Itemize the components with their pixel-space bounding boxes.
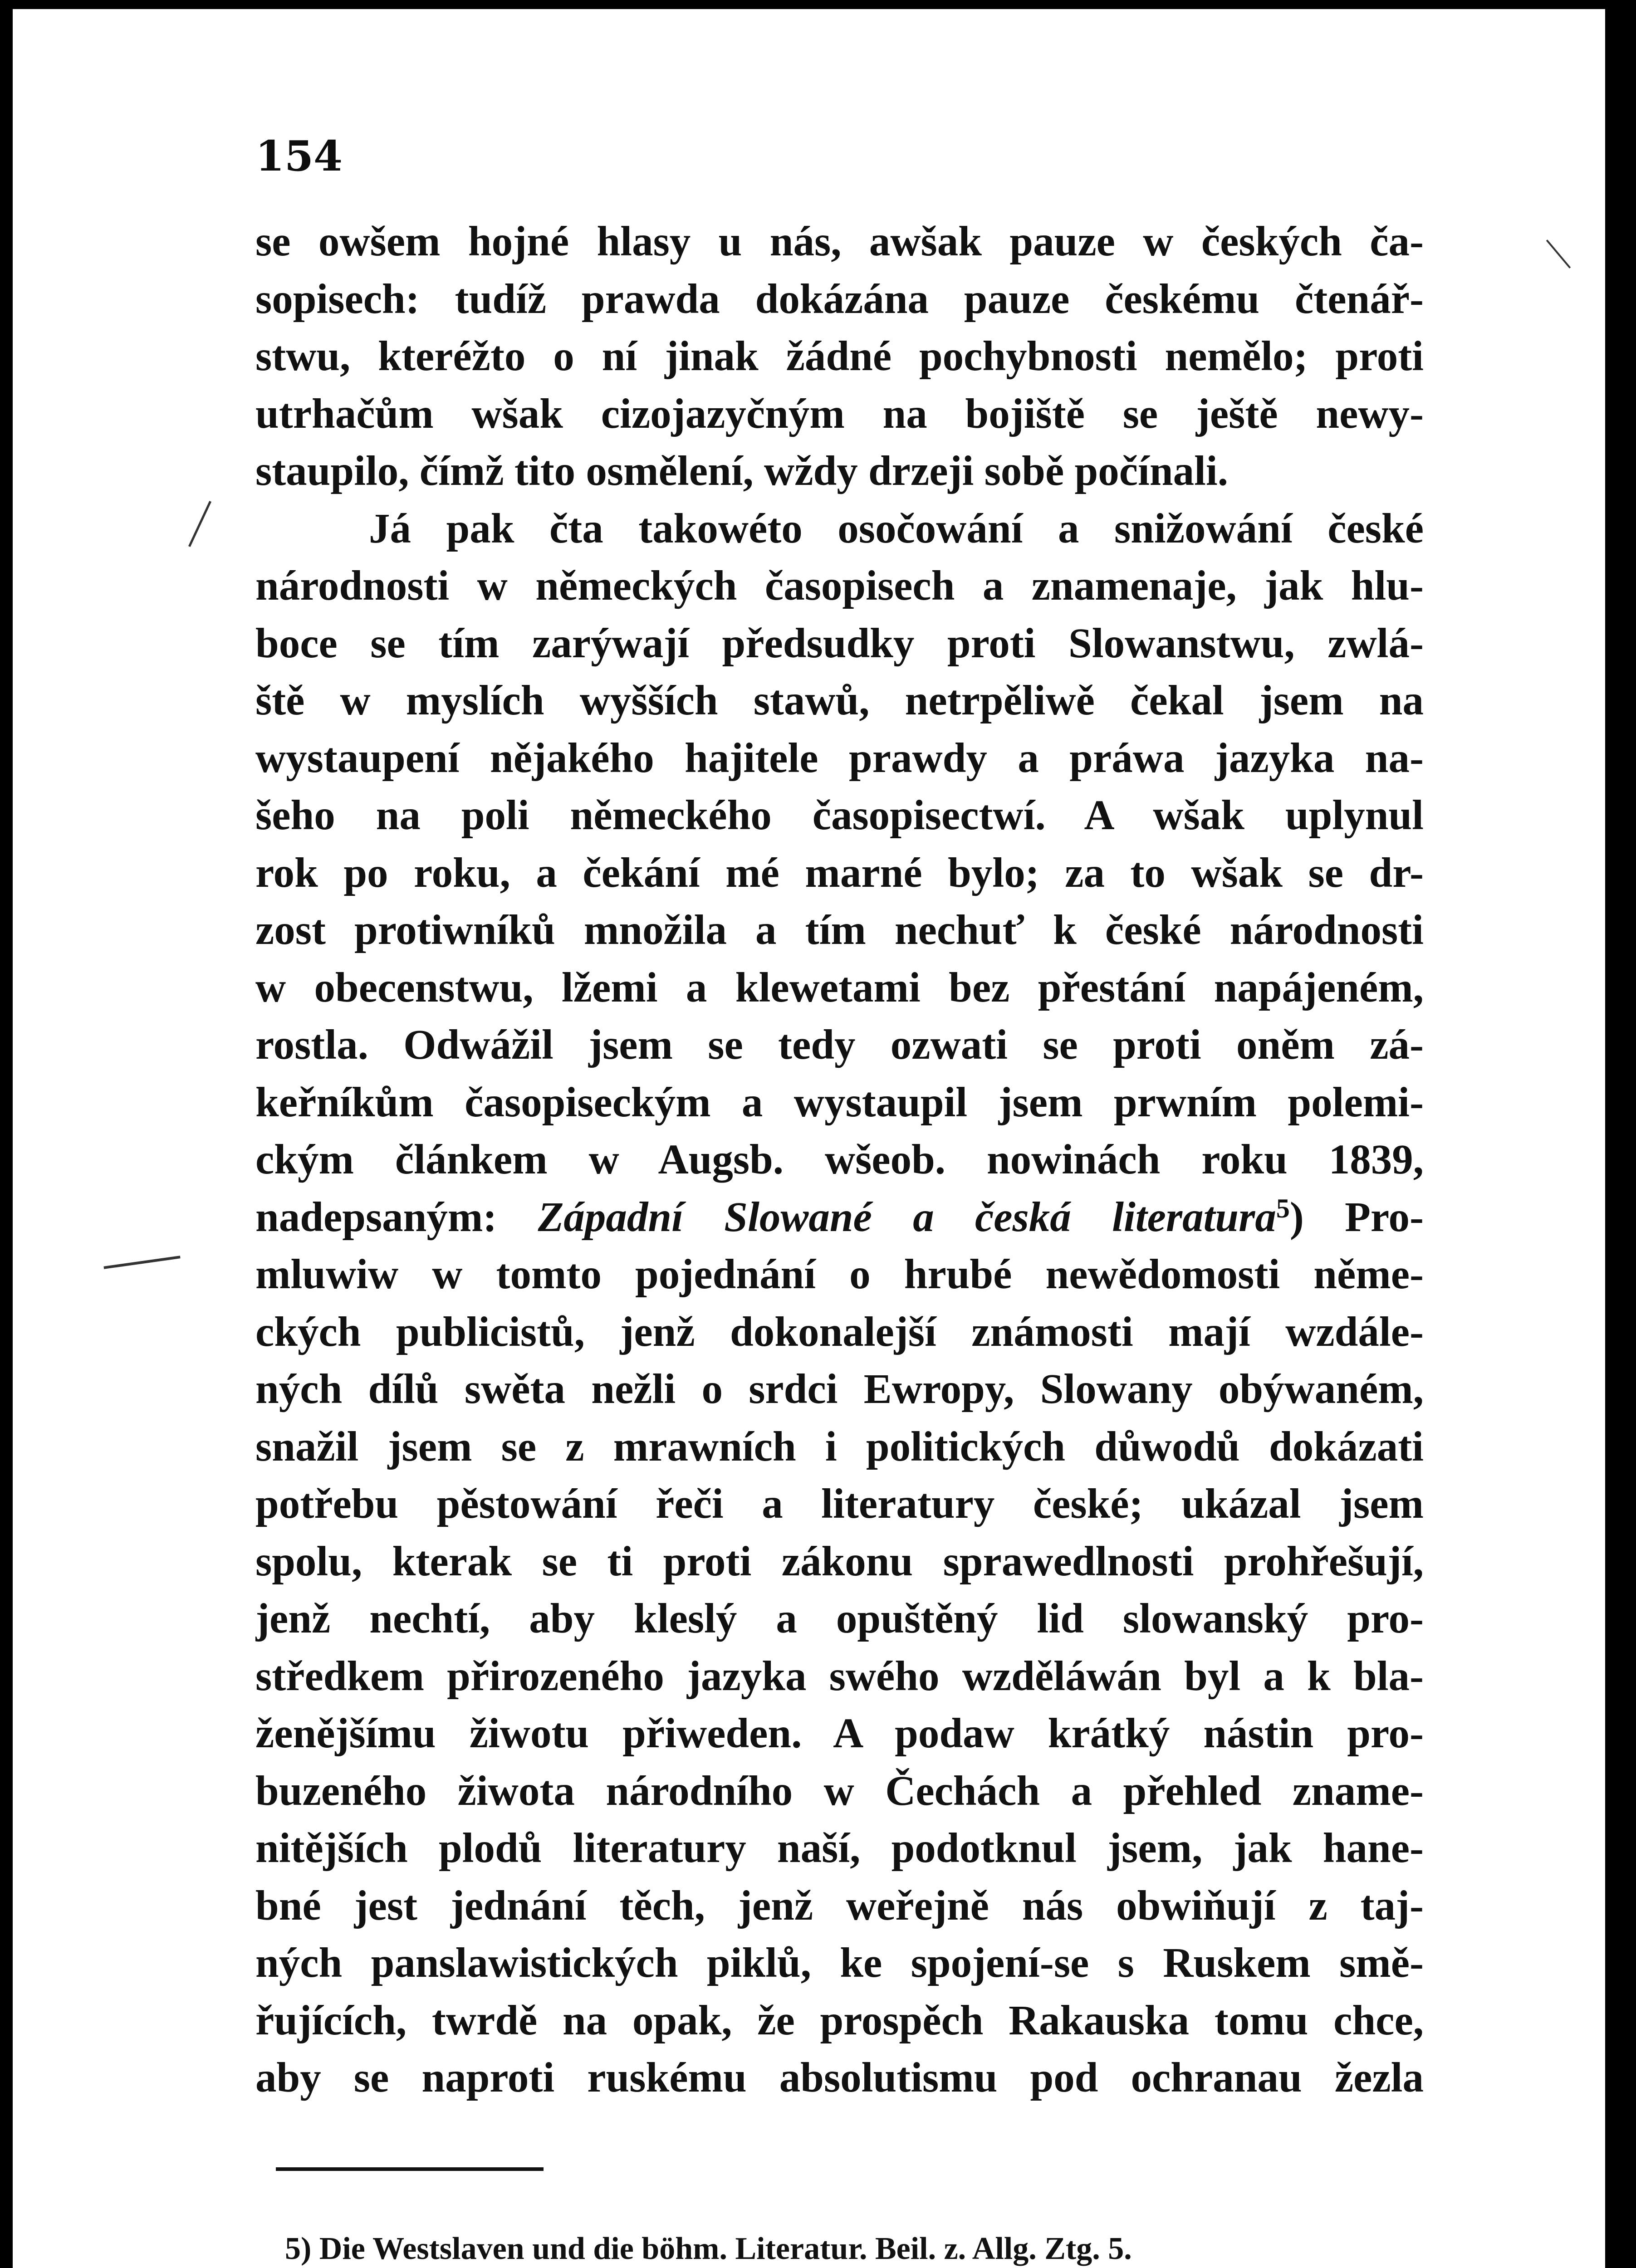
text-line: wystaupení nějakého hajitele prawdy a práwa jazyka na- (255, 734, 1424, 782)
text-line: ckých publicistů, jenž dokonalejší známosti mají wzdále- (255, 1308, 1424, 1355)
text-line-title (255, 1189, 1424, 1246)
text-line: boce se tím zarýwají předsudky proti Slowanstwu, zwlá- (255, 620, 1424, 667)
footnote-divider (276, 2167, 544, 2171)
text-line: staupilo, čímž tito osmělení, wždy drzeji sobě počínali. (255, 448, 1228, 494)
title-suffix: ) Pro- (1289, 1193, 1424, 1241)
text-line: rostla. Odwážil jsem se tedy ozwati se proti oněm zá- (255, 1022, 1424, 1068)
text-line: utrhačům wšak cizojazyčným na bojiště se ještě newy- (255, 390, 1424, 437)
article-title: Západní Slowané a česká literatura (538, 1193, 1276, 1241)
margin-mark (1546, 240, 1571, 269)
text-line: w obecenstwu, lžemi a klewetami bez přestání napájeném, (255, 964, 1424, 1011)
text-line: sopisech: tudíž prawda dokázána pauze českému čtenář- (255, 275, 1424, 323)
text-line: středkem přirozeného jazyka swého wzděláwán byl a k bla- (255, 1652, 1424, 1700)
text-line: mluwiw w tomto pojednání o hrubé newědomosti něme- (255, 1251, 1424, 1298)
text-line: keřníkům časopiseckým a wystaupil jsem prwním polemi- (255, 1079, 1424, 1126)
text-line: zost protiwníků množila a tím nechuť k české národnosti (255, 907, 1424, 953)
page-number: 154 (255, 132, 343, 181)
footnote (285, 2223, 1424, 2268)
text-line: šeho na poli německého časopisectwí. A wšak uplynul (255, 792, 1424, 839)
text-line: ženějšímu žiwotu přiweden. A podaw krátký nástin pro- (255, 1710, 1424, 1757)
title-prefix: nadepsaným: (255, 1193, 497, 1241)
text-line: národnosti w německých časopisech a znamenaje, jak hlu- (255, 562, 1424, 609)
text-line: jenž nechtí, aby kleslý a opuštěný lid slowanský pro- (255, 1595, 1424, 1642)
text-line: spolu, kterak se ti proti zákonu sprawedlnosti prohřešují, (255, 1538, 1424, 1585)
text-line: se owšem hojné hlasy u nás, awšak pauze w českých ča- (255, 218, 1424, 265)
text-line: potřebu pěstowání řeči a literatury české; ukázal jsem (255, 1481, 1424, 1527)
text-line: snažil jsem se z mrawních i politických důwodů dokázati (255, 1423, 1424, 1470)
text-line: ště w myslích wyšších stawů, netrpěliwě čekal jsem na (255, 677, 1424, 724)
text-line: buzeného žiwota národního w Čechách a přehled zname- (255, 1767, 1424, 1814)
footnote-line: 5) Die Westslaven und die böhm. Literatur. Beil. z. Allg. Ztg. 5. (285, 2231, 1132, 2266)
main-text (255, 213, 1424, 2107)
text-line: aby se naproti ruskému absolutismu pod ochranau žezla (255, 2054, 1424, 2101)
text-line: nitějších plodů literatury naší, podotknul jsem, jak hane- (255, 1825, 1424, 1872)
text-line: ných panslawistických piklů, ke spojení-se s Ruskem smě- (255, 1940, 1424, 1986)
book-page (13, 9, 1605, 2268)
text-line: ckým článkem w Augsb. wšeob. nowinách roku 1839, (255, 1136, 1424, 1183)
margin-mark (103, 1256, 180, 1269)
text-line: rok po roku, a čekání mé marné bylo; za to wšak se dr- (255, 849, 1424, 896)
text-line: ných dílů swěta nežli o srdci Ewropy, Slowany obýwaném, (255, 1366, 1424, 1413)
text-line: bné jest jednání těch, jenž weřejně nás obwiňují z taj- (255, 1882, 1424, 1929)
footnote-reference: 5 (1276, 1193, 1290, 1223)
text-line: stwu, kteréžto o ní jinak žádné pochybnosti nemělo; proti (255, 333, 1424, 380)
text-line: řujících, twrdě na opak, že prospěch Rakauska tomu chce, (255, 1997, 1424, 2044)
margin-mark (188, 501, 211, 547)
text-line: Já pak čta takowéto osočowání a snižowání české (369, 505, 1424, 552)
